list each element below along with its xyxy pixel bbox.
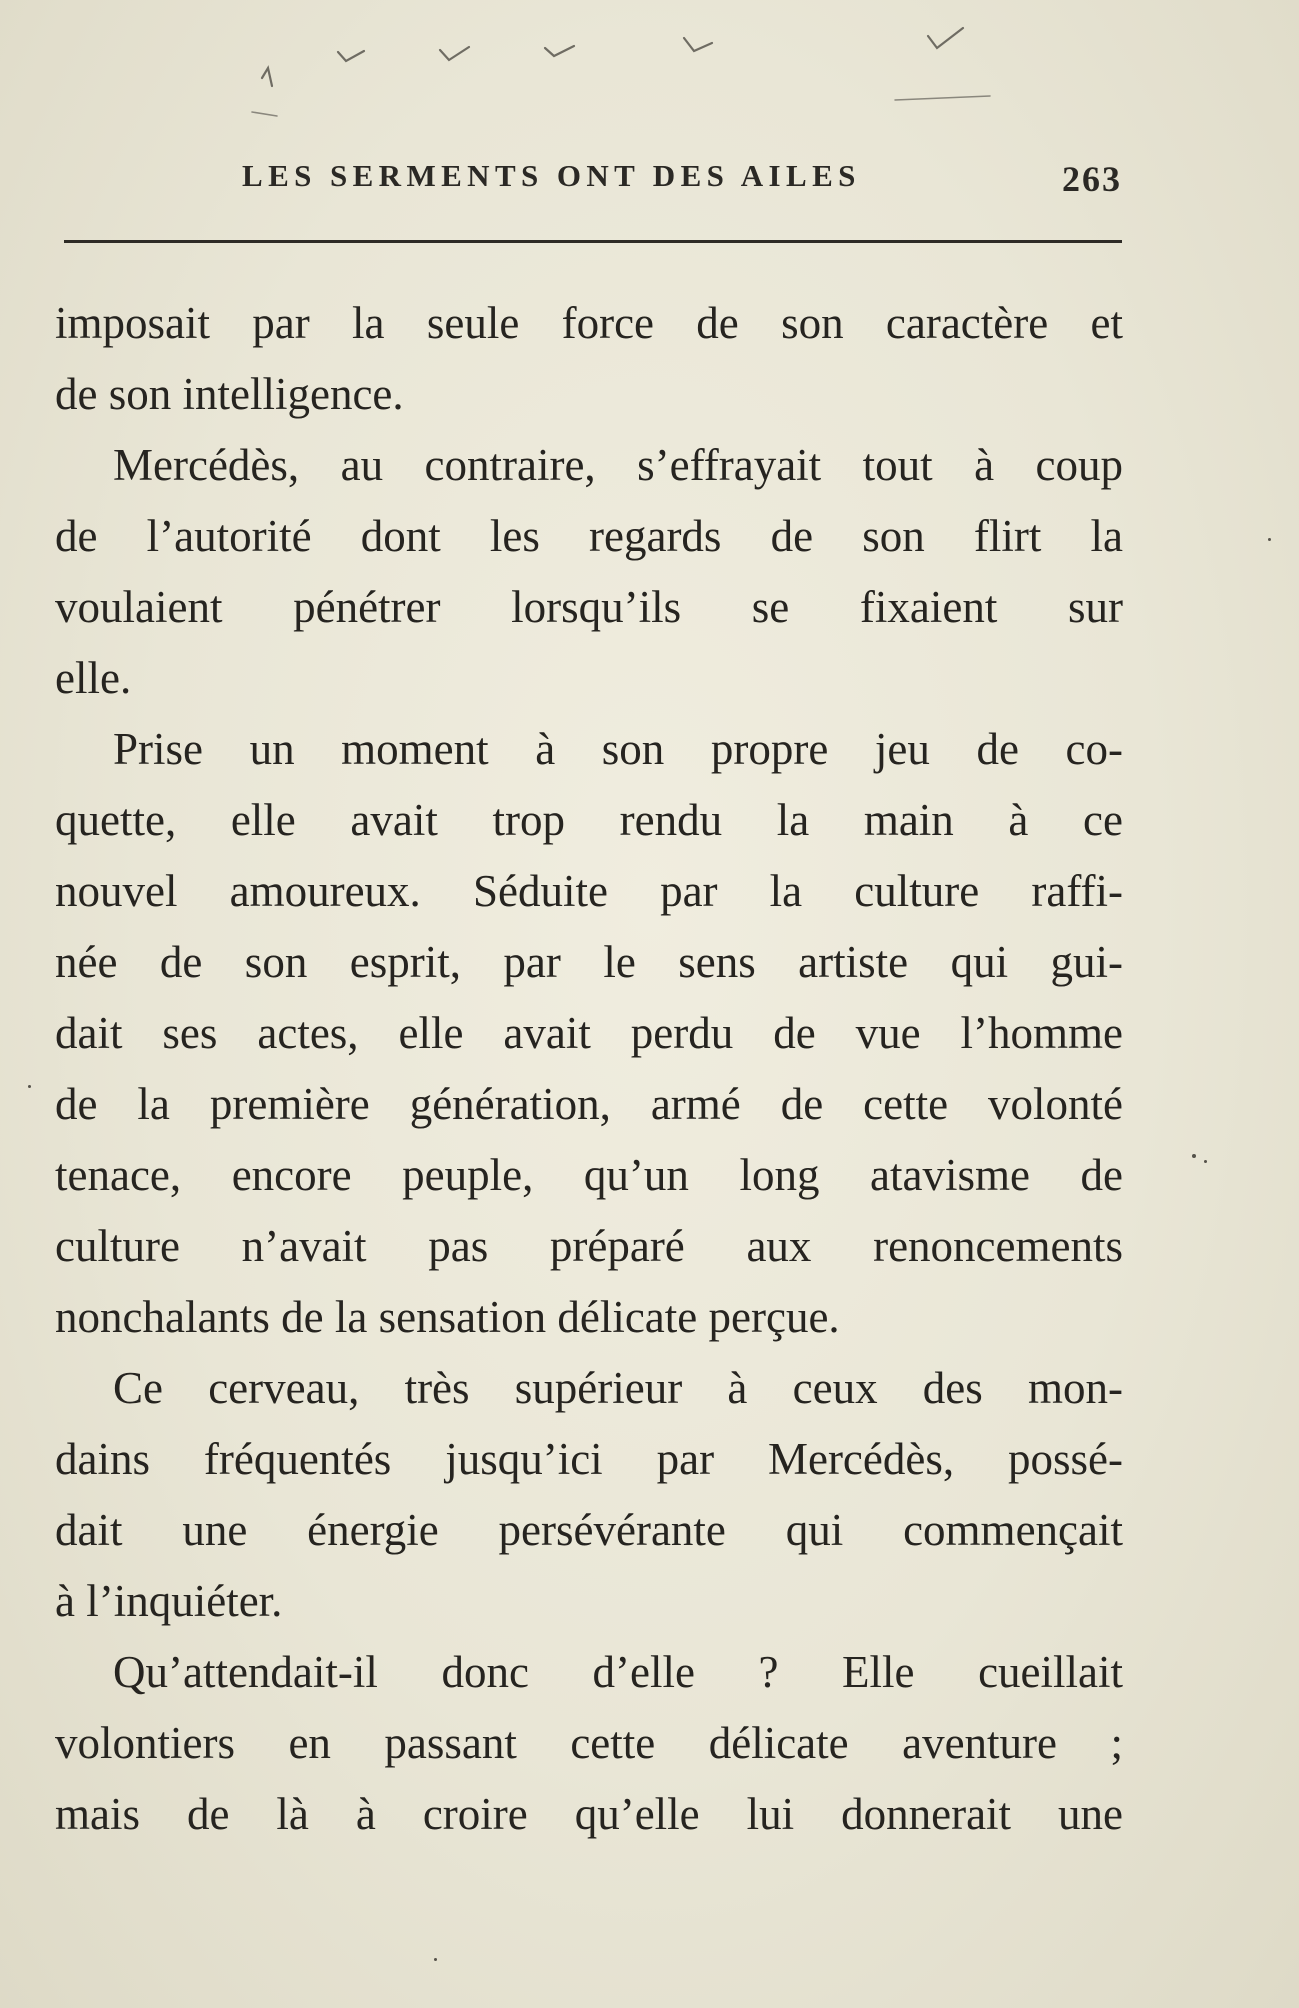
text-line: nonchalants de la sensation délicate perçue. — [55, 1292, 840, 1342]
text-line: Mercédès, au contraire, s’effrayait tout à coup — [113, 440, 1123, 490]
text-line: de la première génération, armé de cette volonté — [55, 1079, 1123, 1129]
text-line: tenace, encore peuple, qu’un long atavisme de — [55, 1150, 1123, 1200]
text-line: de l’autorité dont les regards de son flirt la — [55, 511, 1123, 561]
text-line: dait une énergie persévérante qui commençait — [55, 1505, 1123, 1555]
text-line: quette, elle avait trop rendu la main à ce — [55, 795, 1123, 845]
text-line: dains fréquentés jusqu’ici par Mercédès, possé- — [55, 1434, 1123, 1484]
checkmark-icon — [440, 47, 469, 60]
pencil-mark-icon — [262, 68, 272, 86]
ink-speck — [1192, 1154, 1196, 1158]
text-line: de son intelligence. — [55, 369, 404, 419]
pencil-stroke-icon — [252, 96, 990, 116]
text-line: Ce cerveau, très supérieur à ceux des mon- — [113, 1363, 1123, 1413]
text-line: nouvel amoureux. Séduite par la culture raffi- — [55, 866, 1123, 916]
text-line: volontiers en passant cette délicate aventure ; — [55, 1718, 1123, 1768]
ink-speck — [1204, 1160, 1207, 1163]
text-line: à l’inquiéter. — [55, 1576, 283, 1626]
text-line: dait ses actes, elle avait perdu de vue l’homme — [55, 1008, 1123, 1058]
ink-speck — [28, 1085, 31, 1088]
text-line: née de son esprit, par le sens artiste qui gui- — [55, 937, 1123, 987]
running-head — [242, 158, 1122, 202]
text-line: culture n’avait pas préparé aux renoncements — [55, 1221, 1123, 1271]
text-line: Prise un moment à son propre jeu de co- — [113, 724, 1123, 774]
header-rule — [64, 240, 1122, 243]
text-line: voulaient pénétrer lorsqu’ils se fixaient sur — [55, 582, 1123, 632]
checkmark-icon — [545, 46, 574, 56]
checkmark-icon — [928, 28, 963, 48]
pencil-checkmarks — [0, 0, 1299, 140]
text-line: mais de là à croire qu’elle lui donnerait une — [55, 1789, 1123, 1839]
text-line: Qu’attendait-il donc d’elle ? Elle cueillait — [113, 1647, 1123, 1697]
checkmark-icon — [684, 38, 712, 51]
text-line: imposait par la seule force de son caractère et — [55, 298, 1123, 348]
ink-speck — [434, 1958, 437, 1961]
text-line: elle. — [55, 653, 132, 703]
ink-speck — [1268, 538, 1271, 541]
page-number: 263 — [1062, 159, 1122, 199]
running-title: LES SERMENTS ONT DES AILES — [242, 158, 861, 193]
body-text — [55, 292, 1123, 1854]
checkmark-icon — [338, 51, 364, 61]
